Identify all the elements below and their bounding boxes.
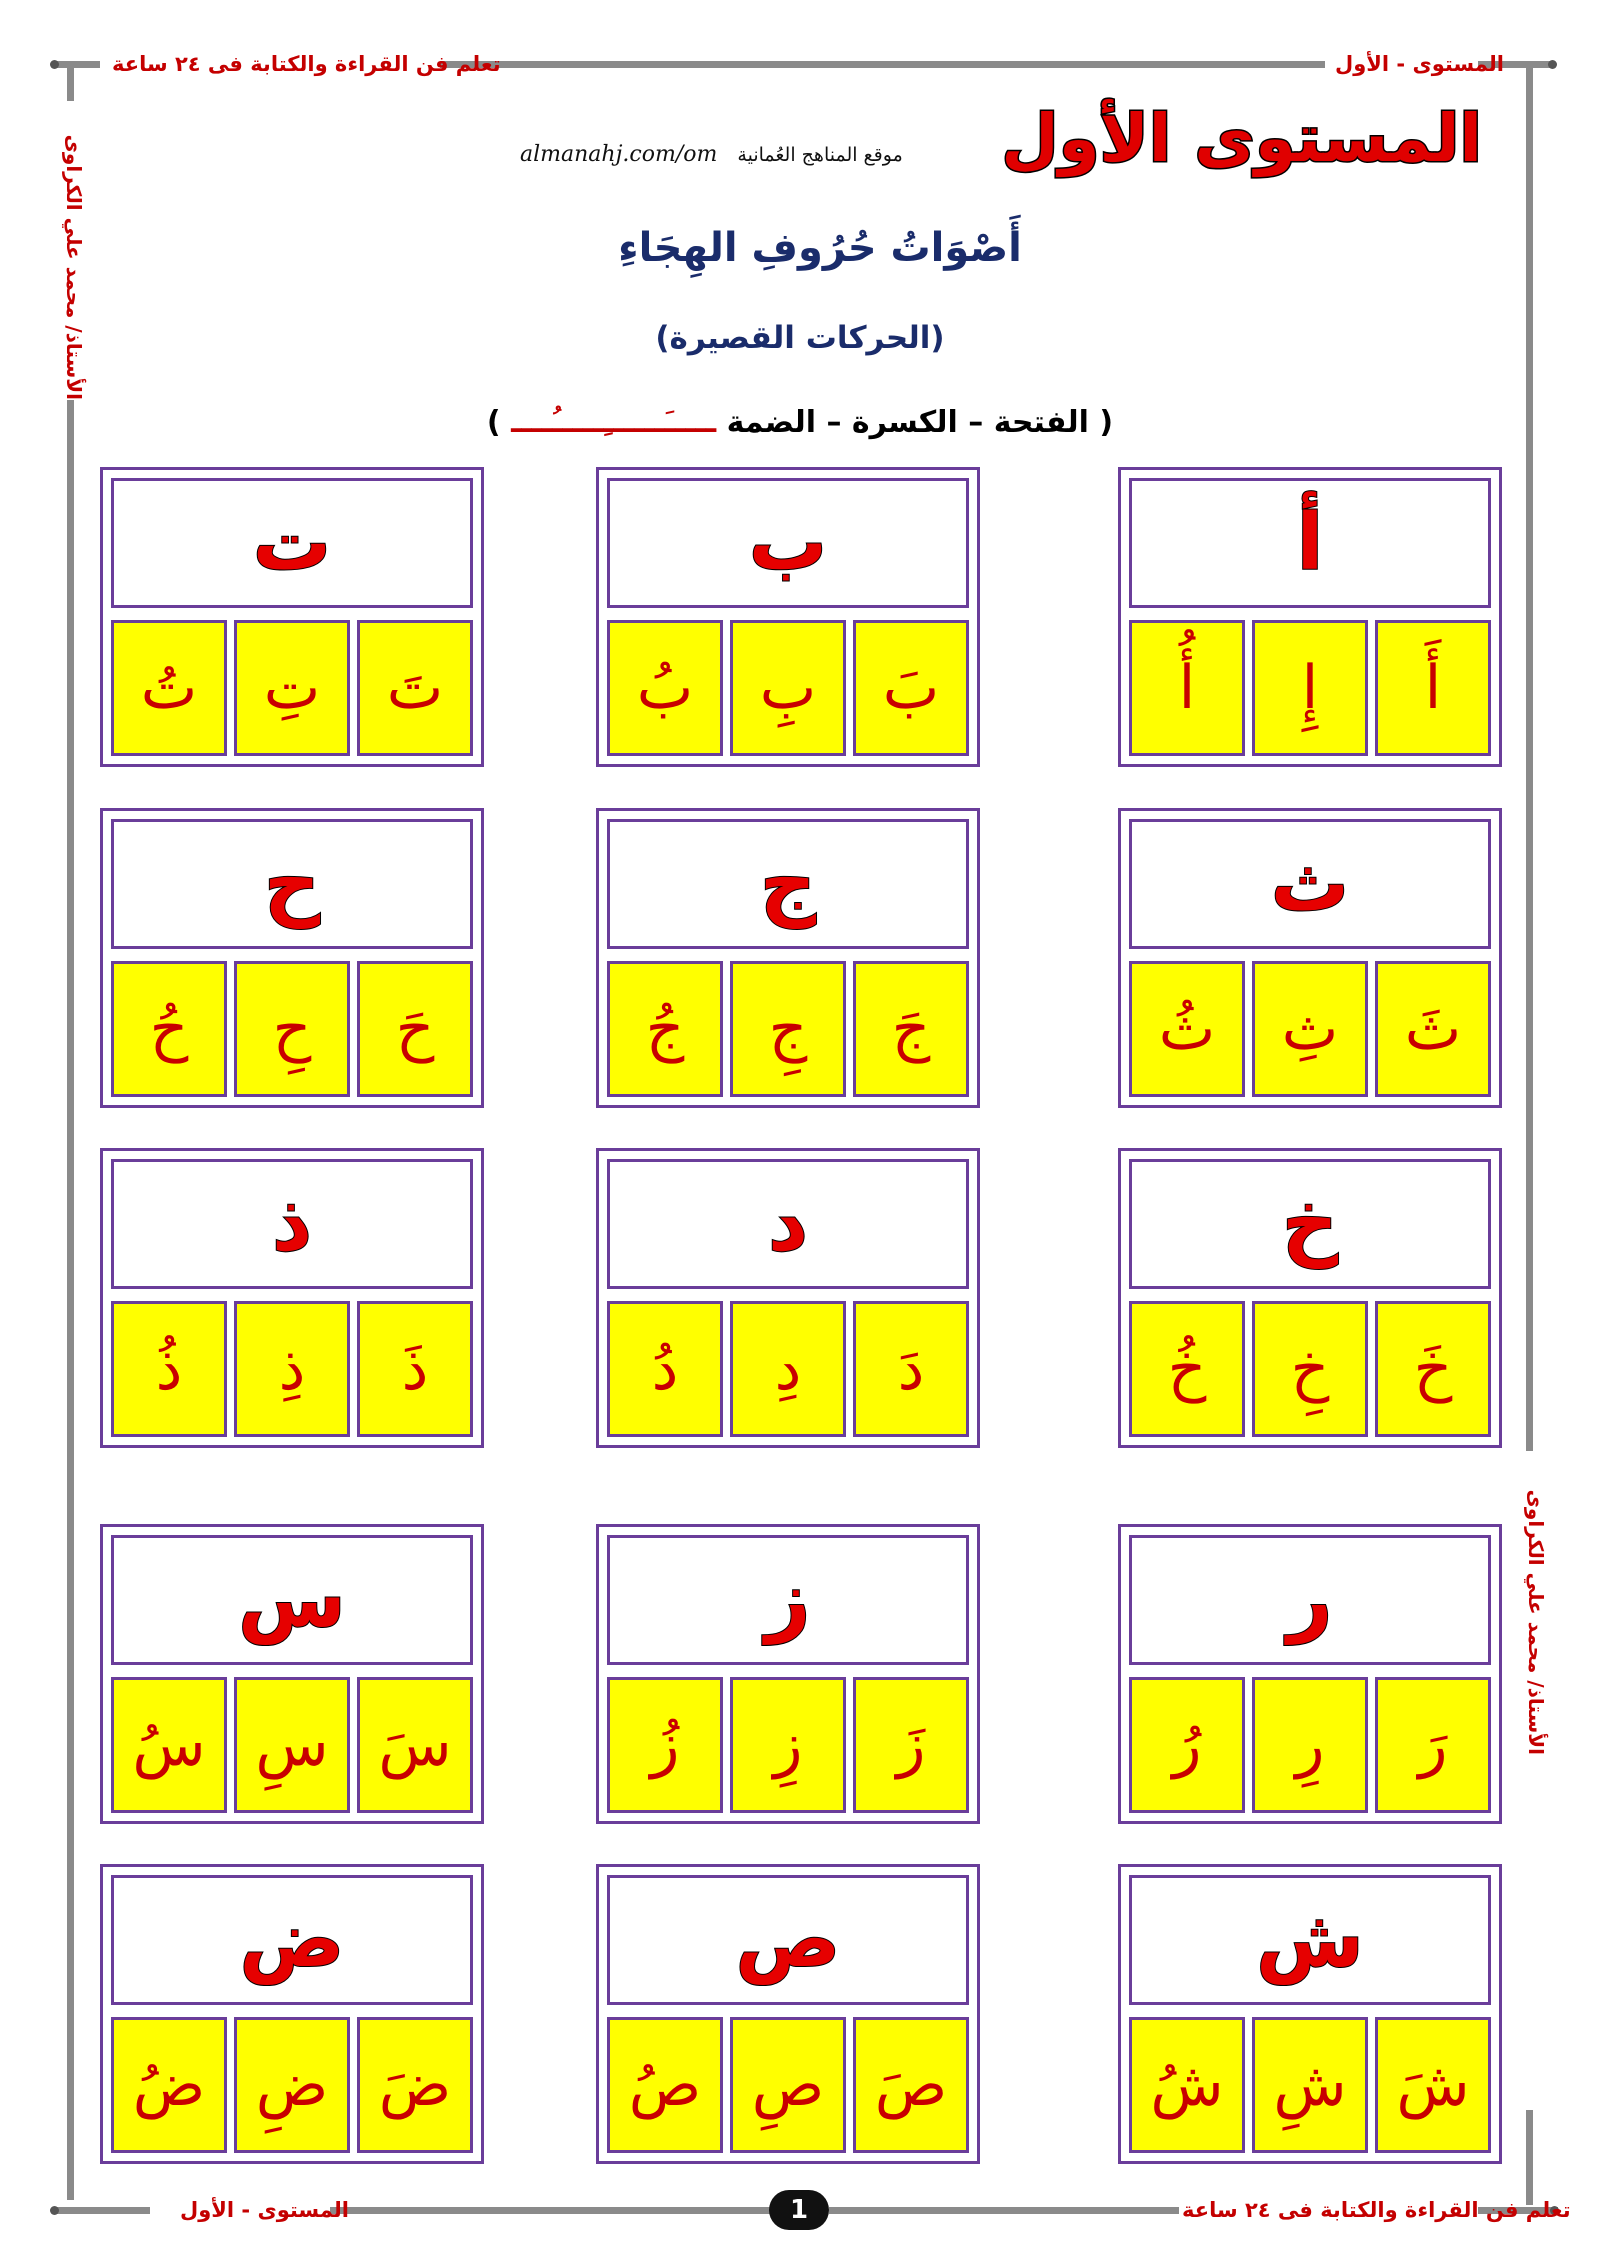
letter-heading: ج (607, 819, 969, 949)
haraka-forms (111, 620, 473, 756)
kasra-form: ثِ (1252, 961, 1368, 1097)
fatha-form: جَ (853, 961, 969, 1097)
letter-heading: ض (111, 1875, 473, 2005)
haraka-forms (607, 1677, 969, 1813)
kasra-form: تِ (234, 620, 350, 756)
site-name: موقع المناهج العُمانية (737, 144, 903, 166)
kasra-form: إِ (1252, 620, 1368, 756)
damma-form: خُ (1129, 1301, 1245, 1437)
haraka-forms (607, 1301, 969, 1437)
letter-card (1118, 1524, 1502, 1824)
letter-heading: ص (607, 1875, 969, 2005)
bottom-rule-middle-r (829, 2207, 1179, 2214)
top-rule-middle (440, 61, 1325, 68)
fatha-form: سَ (357, 1677, 473, 1813)
fatha-form: تَ (357, 620, 473, 756)
letter-heading: ش (1129, 1875, 1491, 2005)
kasra-form: شِ (1252, 2017, 1368, 2153)
letter-card (1118, 1148, 1502, 1448)
haraka-forms (111, 961, 473, 1097)
bottom-rule-left (55, 2207, 150, 2214)
frame-left-upper (67, 61, 74, 101)
letter-card (1118, 808, 1502, 1108)
letter-card (100, 808, 484, 1108)
letter-card (596, 808, 980, 1108)
footer-level: المستوى - الأول (180, 2198, 349, 2222)
letter-heading: ز (607, 1535, 969, 1665)
fatha-form: حَ (357, 961, 473, 1097)
bottom-rule-middle-l (330, 2207, 770, 2214)
letter-heading: خ (1129, 1159, 1491, 1289)
fatha-form: ذَ (357, 1301, 473, 1437)
damma-form: حُ (111, 961, 227, 1097)
letter-card (100, 1148, 484, 1448)
damma-form: ضُ (111, 2017, 227, 2153)
frame-right-lower (1526, 2110, 1533, 2205)
haraka-forms (607, 961, 969, 1097)
damma-form: زُ (607, 1677, 723, 1813)
site-line (520, 142, 903, 167)
kasra-form: دِ (730, 1301, 846, 1437)
damma-form: شُ (1129, 2017, 1245, 2153)
site-url[interactable]: almanahj.com/om (520, 142, 718, 167)
haraka-forms (111, 1301, 473, 1437)
kasra-form: صِ (730, 2017, 846, 2153)
fatha-form: شَ (1375, 2017, 1491, 2153)
frame-corner-dot (1548, 60, 1557, 69)
damma-form: ثُ (1129, 961, 1245, 1097)
side-teacher-name-right: الأستاذ/ محمد علي الكراوى (1524, 1489, 1548, 1755)
page-number: 1 (769, 2190, 829, 2230)
letter-card (100, 1864, 484, 2164)
damma-form: أُ (1129, 620, 1245, 756)
haraka-forms (1129, 620, 1491, 756)
letter-heading: ذ (111, 1159, 473, 1289)
damma-form: ذُ (111, 1301, 227, 1437)
kasra-form: ضِ (234, 2017, 350, 2153)
fatha-form: خَ (1375, 1301, 1491, 1437)
letter-heading: ر (1129, 1535, 1491, 1665)
kasra-form: سِ (234, 1677, 350, 1813)
header-level: المستوى - الأول (1335, 52, 1504, 76)
damma-form: رُ (1129, 1677, 1245, 1813)
haraka-forms (1129, 961, 1491, 1097)
harakat-symbols: ـــــَــــــِـــــُــــ (511, 405, 717, 440)
harakat-names: الفتحة – الكسرة – الضمة (726, 405, 1089, 440)
fatha-form: أَ (1375, 620, 1491, 756)
fatha-form: ثَ (1375, 961, 1491, 1097)
letter-heading: ث (1129, 819, 1491, 949)
kasra-form: جِ (730, 961, 846, 1097)
letter-card (596, 1864, 980, 2164)
damma-form: تُ (111, 620, 227, 756)
haraka-forms (1129, 2017, 1491, 2153)
harakat-line (0, 405, 1600, 440)
frame-left (67, 400, 74, 2200)
page-title: أَصْوَاتُ حُرُوفِ الهِجَاءِ (618, 225, 1022, 271)
kasra-form: رِ (1252, 1677, 1368, 1813)
kasra-form: خِ (1252, 1301, 1368, 1437)
letter-heading: ح (111, 819, 473, 949)
kasra-form: ذِ (234, 1301, 350, 1437)
fatha-form: رَ (1375, 1677, 1491, 1813)
letter-card (1118, 1864, 1502, 2164)
damma-form: جُ (607, 961, 723, 1097)
letter-heading: ت (111, 478, 473, 608)
damma-form: صُ (607, 2017, 723, 2153)
paren-close: ) (486, 405, 501, 440)
letter-heading: أ (1129, 478, 1491, 608)
letter-card (596, 467, 980, 767)
letter-heading: د (607, 1159, 969, 1289)
fatha-form: زَ (853, 1677, 969, 1813)
fatha-form: دَ (853, 1301, 969, 1437)
top-rule-left (55, 61, 100, 68)
frame-corner-dot (50, 2206, 59, 2215)
kasra-form: زِ (730, 1677, 846, 1813)
haraka-forms (111, 2017, 473, 2153)
kasra-form: بِ (730, 620, 846, 756)
haraka-forms (1129, 1677, 1491, 1813)
kasra-form: حِ (234, 961, 350, 1097)
paren-open: ( (1099, 405, 1114, 440)
level-title: المستوى الأول (1001, 100, 1482, 177)
frame-corner-dot (50, 60, 59, 69)
haraka-forms (607, 2017, 969, 2153)
damma-form: سُ (111, 1677, 227, 1813)
fatha-form: ضَ (357, 2017, 473, 2153)
haraka-forms (607, 620, 969, 756)
letter-card (596, 1148, 980, 1448)
damma-form: بُ (607, 620, 723, 756)
letter-heading: س (111, 1535, 473, 1665)
footer-course-title: تعلم فن القراءة والكتابة فى ٢٤ ساعة (1182, 2198, 1571, 2222)
letter-card (1118, 467, 1502, 767)
header-course-title: تعلم فن القراءة والكتابة فى ٢٤ ساعة (112, 52, 501, 76)
letter-heading: ب (607, 478, 969, 608)
haraka-forms (111, 1677, 473, 1813)
letter-card (596, 1524, 980, 1824)
page-subtitle: (الحركات القصيرة) (655, 320, 945, 356)
letter-card (100, 1524, 484, 1824)
damma-form: دُ (607, 1301, 723, 1437)
letter-card (100, 467, 484, 767)
fatha-form: بَ (853, 620, 969, 756)
fatha-form: صَ (853, 2017, 969, 2153)
haraka-forms (1129, 1301, 1491, 1437)
side-teacher-name-left: الأستاذ/ محمد علي الكراوى (62, 134, 86, 400)
